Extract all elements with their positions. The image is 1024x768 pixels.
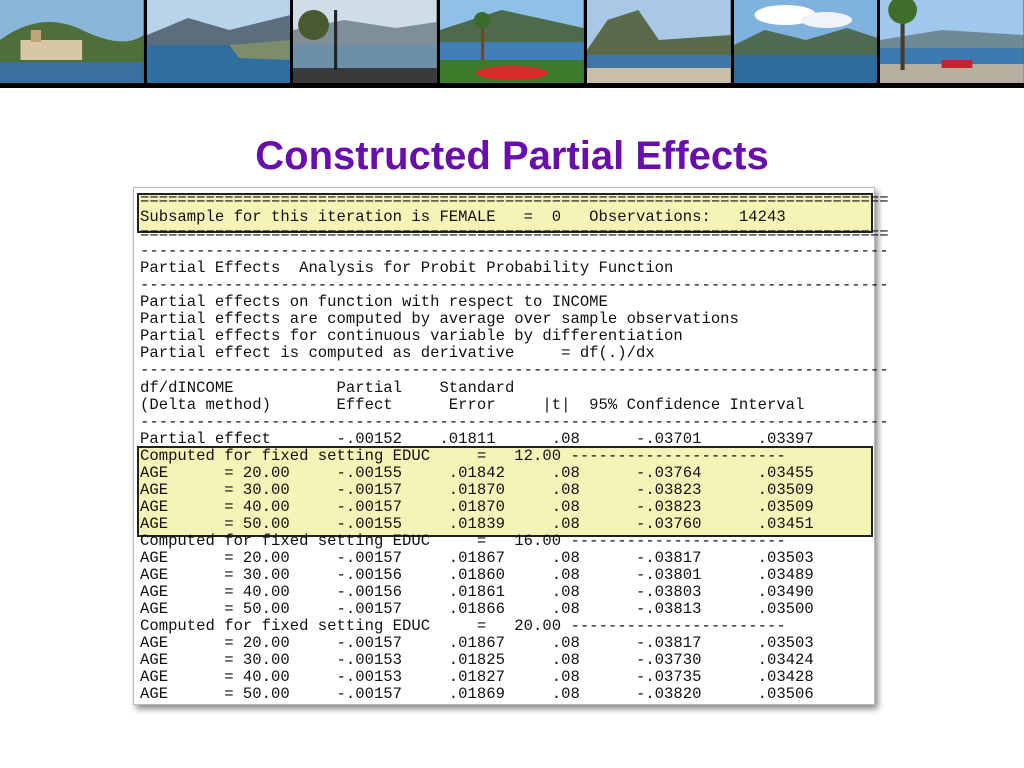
console-line: AGE = 20.00 -.00157 .01867 .08 -.03817 .03503 [140, 634, 814, 653]
console-line: Computed for fixed setting EDUC = 12.00 ----------------------- [140, 446, 786, 465]
lakeside-promenade-photo [293, 0, 437, 83]
console-line: -------------------------------------------------------------------------------- [140, 242, 889, 261]
console-line: -------------------------------------------------------------------------------- [140, 412, 889, 431]
console-output-panel [133, 187, 889, 705]
console-line: AGE = 20.00 -.00157 .01867 .08 -.03817 .03503 [140, 548, 814, 567]
console-line: Partial effects for continuous variable by differentiation [140, 327, 683, 346]
console-line: Partial Effects Analysis for Probit Probability Function [140, 259, 674, 278]
console-line: AGE = 20.00 -.00155 .01842 .08 -.03764 .03455 [140, 463, 814, 482]
lake-palms-garden-photo [440, 0, 584, 83]
console-line: AGE = 50.00 -.00157 .01866 .08 -.03813 .03500 [140, 600, 814, 619]
console-line: Partial effects are computed by average over sample observations [140, 310, 739, 329]
console-line: AGE = 50.00 -.00155 .01839 .08 -.03760 .03451 [140, 514, 814, 533]
lake-mountains-clouds-photo [734, 0, 878, 83]
console-line: AGE = 40.00 -.00153 .01827 .08 -.03735 .03428 [140, 668, 814, 687]
console-line: AGE = 30.00 -.00157 .01870 .08 -.03823 .03509 [140, 480, 814, 499]
hillside-village-photo [0, 0, 144, 83]
console-line: ================================================================================ [140, 191, 889, 209]
console-line: (Delta method) Effect Error |t| 95% Confidence Interval [140, 395, 805, 414]
console-text [140, 192, 889, 703]
console-line: df/dINCOME Partial Standard [140, 378, 515, 397]
console-line: AGE = 40.00 -.00156 .01861 .08 -.03803 .03490 [140, 583, 814, 602]
console-line: AGE = 30.00 -.00156 .01860 .08 -.03801 .03489 [140, 566, 814, 585]
slide-title: Constructed Partial Effects [255, 134, 769, 178]
mountain-lake-city-photo [587, 0, 731, 83]
console-line: ================================================================================ [140, 225, 889, 244]
console-line: Subsample for this iteration is FEMALE = 0 Observations: 14243 [140, 208, 786, 227]
console-line: AGE = 50.00 -.00157 .01869 .08 -.03820 .03506 [140, 685, 814, 704]
console-line: Partial effect -.00152 .01811 .08 -.03701 .03397 [140, 429, 814, 448]
console-line: Partial effect is computed as derivative = df(.)/dx [140, 344, 655, 363]
console-line: Computed for fixed setting EDUC = 16.00 ----------------------- [140, 531, 786, 550]
console-line: Computed for fixed setting EDUC = 20.00 ----------------------- [140, 617, 786, 636]
console-line: Partial effects on function with respect to INCOME [140, 293, 608, 312]
lakeside-bench-promenade-photo [880, 0, 1024, 83]
console-line: -------------------------------------------------------------------------------- [140, 361, 889, 380]
lake-city-bay-photo [147, 0, 291, 83]
console-line: AGE = 30.00 -.00153 .01825 .08 -.03730 .03424 [140, 651, 814, 670]
photo-banner [0, 0, 1024, 88]
console-line: AGE = 40.00 -.00157 .01870 .08 -.03823 .03509 [140, 497, 814, 516]
console-line: -------------------------------------------------------------------------------- [140, 276, 889, 295]
